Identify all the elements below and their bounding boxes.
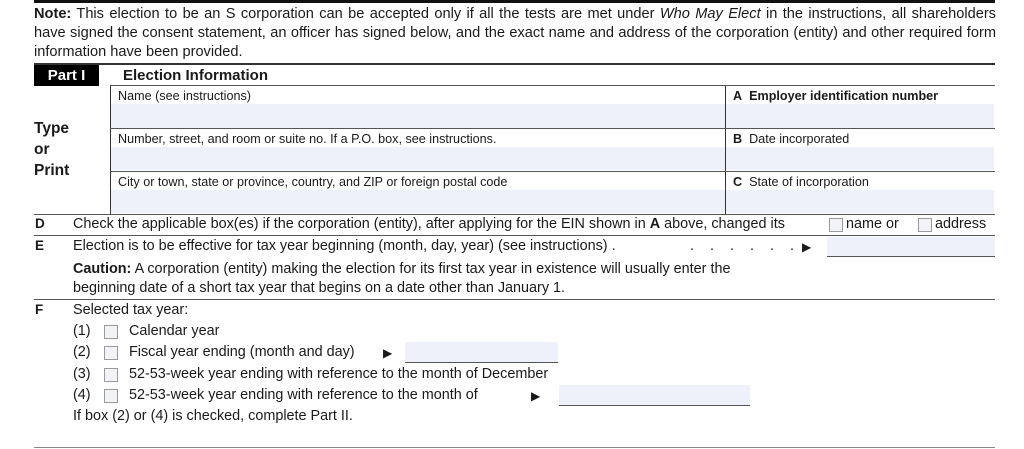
fiscal-year-ending-input[interactable] xyxy=(405,342,558,363)
part-badge: Part I xyxy=(34,65,99,86)
arrow-right-icon: ▶ xyxy=(531,389,541,403)
fiscal-year-checkbox[interactable] xyxy=(104,346,118,360)
line-d-letter: D xyxy=(35,216,45,231)
calendar-year-label: Calendar year xyxy=(129,323,220,339)
arrow-right-icon: ▶ xyxy=(383,346,393,360)
street-field-label: Number, street, and room or suite no. If a P.O. box, see instructions. xyxy=(118,132,497,146)
who-may-elect-reference: Who May Elect xyxy=(659,6,761,22)
city-input[interactable] xyxy=(111,190,725,213)
option-2-number: (2) xyxy=(73,344,91,360)
header-rule xyxy=(110,85,995,86)
street-input[interactable] xyxy=(111,147,725,170)
ein-input[interactable] xyxy=(726,104,994,128)
option-4-number: (4) xyxy=(73,387,91,403)
option-1-number: (1) xyxy=(73,323,91,339)
arrow-right-icon: ▶ xyxy=(802,240,812,254)
option-3-number: (3) xyxy=(73,366,91,382)
state-incorporation-input[interactable] xyxy=(726,190,994,213)
election-effective-date-input[interactable] xyxy=(827,237,995,257)
row-rule-e xyxy=(34,299,995,300)
note-label: Note: xyxy=(34,6,72,22)
city-field-label: City or town, state or province, country, and ZIP or foreign postal code xyxy=(118,175,508,189)
calendar-year-checkbox[interactable] xyxy=(104,325,118,339)
caution-line-2: beginning date of a short tax year that begins on a date other than January 1. xyxy=(73,280,566,296)
name-changed-label: name or xyxy=(846,216,899,232)
caution-line-1: Caution: A corporation (entity) making the election for its first tax year in existence will usually enter the xyxy=(73,261,731,277)
ein-field-label: A Employer identification number xyxy=(733,89,939,103)
52-53-week-december-label: 52-53-week year ending with reference to the month of December xyxy=(129,366,549,382)
type-or-print-label: Type or Print xyxy=(34,120,70,179)
row-rule-d xyxy=(34,235,995,236)
52-53-week-december-checkbox[interactable] xyxy=(104,368,118,382)
address-changed-label: address xyxy=(935,216,987,232)
name-input[interactable] xyxy=(111,104,725,128)
line-e-text: Election is to be effective for tax year beginning (month, day, year) (see instructions) . xyxy=(73,238,616,254)
part-ii-instruction: If box (2) or (4) is checked, complete Part II. xyxy=(73,408,353,424)
address-changed-checkbox[interactable] xyxy=(918,218,932,232)
top-border xyxy=(34,0,995,3)
state-incorporation-label: C State of incorporation xyxy=(733,175,869,189)
row-rule-2 xyxy=(110,171,995,172)
fiscal-year-label: Fiscal year ending (month and day) xyxy=(129,344,355,360)
name-field-label: Name (see instructions) xyxy=(118,89,251,103)
note-paragraph: Note: This election to be an S corporation can be accepted only if all the tests are met under Who May Elect in the instructions, all shareholders have signed the consent statement, an officer has signed below, and the exact name and address of the corporation (entity) and other required form information have been provided. xyxy=(34,6,996,60)
bottom-rule xyxy=(34,447,995,448)
line-e-leader-dots: . . . . . . xyxy=(690,238,800,254)
row-rule-1 xyxy=(110,128,995,129)
line-e-letter: E xyxy=(35,238,45,253)
part-title: Election Information xyxy=(123,67,269,84)
part-divider xyxy=(34,63,995,65)
name-changed-checkbox[interactable] xyxy=(829,218,843,232)
selected-tax-year-heading: Selected tax year: xyxy=(73,302,189,318)
52-53-week-month-input[interactable] xyxy=(559,385,750,406)
52-53-week-month-checkbox[interactable] xyxy=(104,389,118,403)
line-d-text: Check the applicable box(es) if the corporation (entity), after applying for the EIN shown in A above, changed its xyxy=(73,216,785,232)
52-53-week-month-label: 52-53-week year ending with reference to the month of xyxy=(129,387,478,403)
line-f-letter: F xyxy=(35,302,44,317)
date-incorporated-input[interactable] xyxy=(726,147,994,170)
date-incorporated-label: B Date incorporated xyxy=(733,132,850,146)
